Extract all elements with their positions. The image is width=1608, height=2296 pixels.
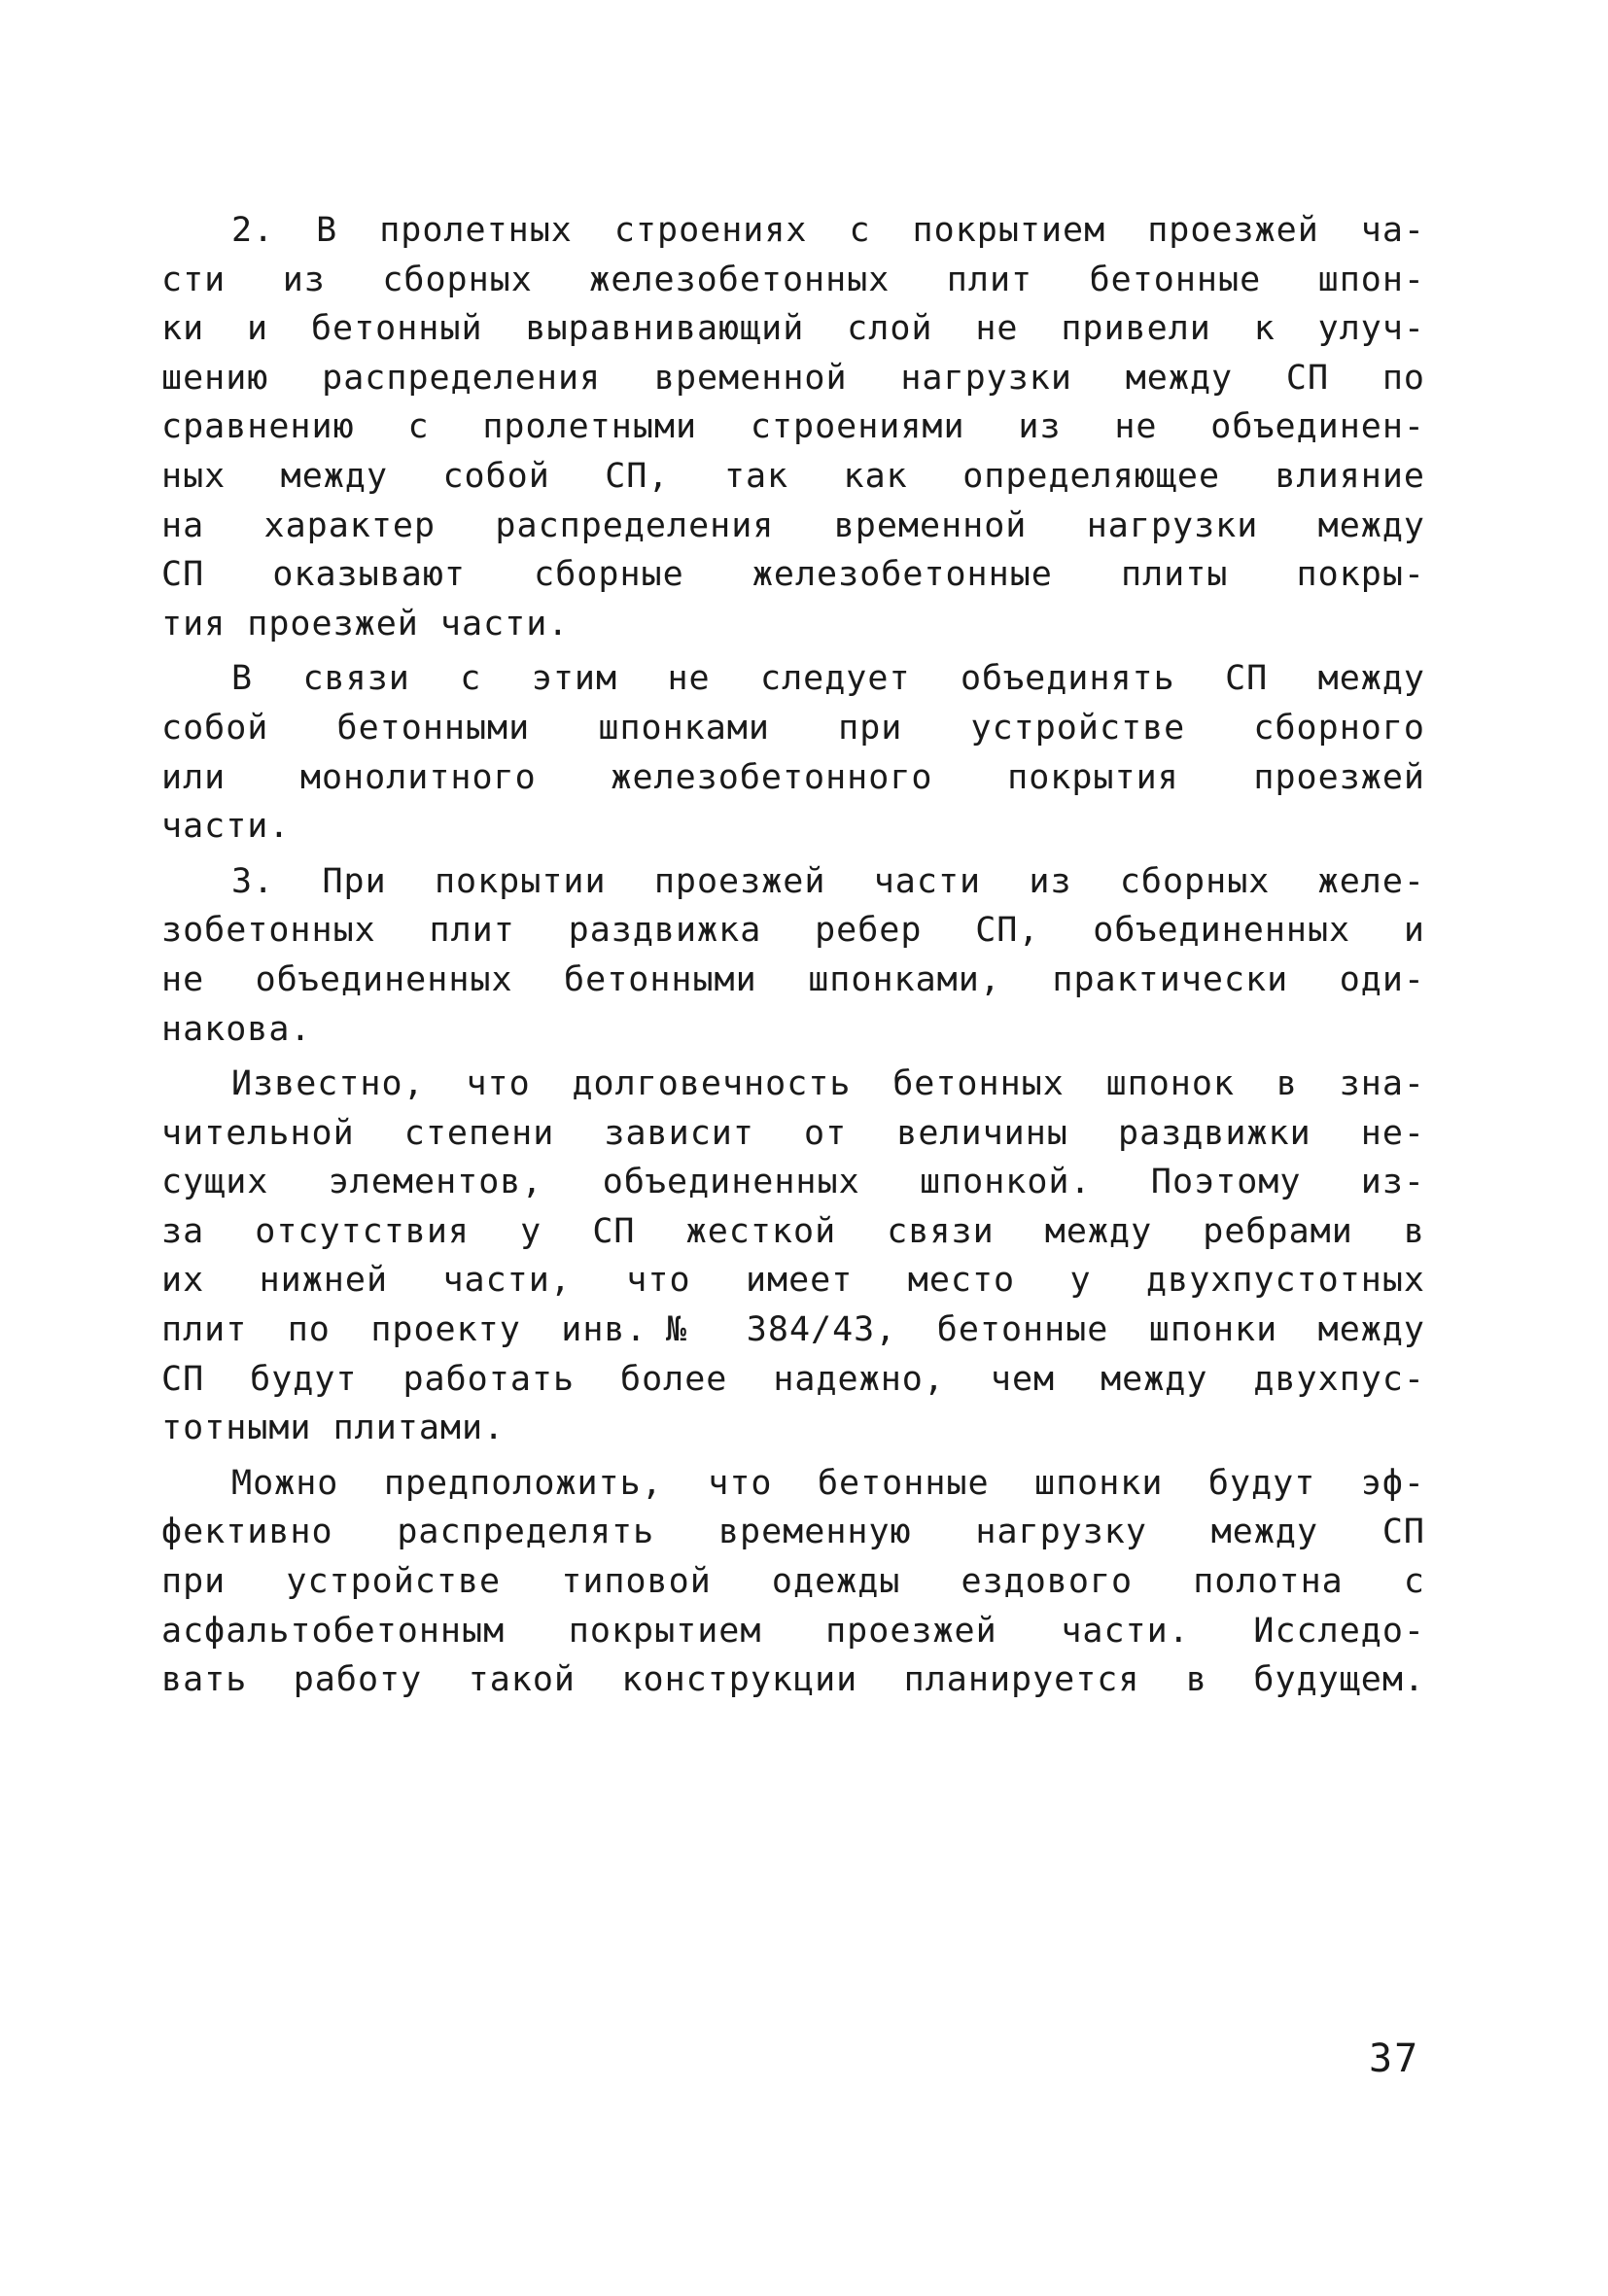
text-line: В связи с этим не следует объединять СП между: [231, 659, 1425, 699]
paragraph-5: [161, 1459, 1425, 1705]
text-line: сущих элементов, объединенных шпонкой. Поэтому из-: [161, 1163, 1425, 1202]
text-line: собой бетонными шпонками при устройстве сборного: [161, 708, 1425, 748]
text-line: их нижней части, что имеет место у двухпустотных: [161, 1261, 1425, 1301]
text-line: при устройстве типовой одежды ездового полотна с: [161, 1562, 1425, 1602]
text-line: не объединенных бетонными шпонками, практически оди-: [161, 959, 1425, 999]
text-line: накова.: [161, 1009, 312, 1049]
text-line: ных между собой СП, так как определяющее влияние: [161, 456, 1425, 496]
text-line: 2. В пролетных строениях с покрытием проезжей ча-: [231, 211, 1425, 250]
text-line: зобетонных плит раздвижка ребер СП, объединенных и: [161, 911, 1425, 951]
paragraph-4: [161, 1060, 1425, 1453]
text-line: 3. При покрытии проезжей части из сборных желе-: [231, 861, 1425, 901]
text-line: сти из сборных железобетонных плит бетонные шпон-: [161, 260, 1425, 299]
text-line: или монолитного железобетонного покрытия проезжей: [161, 757, 1425, 797]
text-line: асфальтобетонным покрытием проезжей части. Исследо-: [161, 1611, 1425, 1651]
text-line: Можно предположить, что бетонные шпонки будут эф-: [231, 1463, 1425, 1503]
text-line: СП будут работать более надежно, чем между двухпус-: [161, 1359, 1425, 1399]
paragraph-3: [161, 857, 1425, 1054]
paragraph-2: [161, 654, 1425, 851]
text-line: фективно распределять временную нагрузку между СП: [161, 1513, 1425, 1552]
text-line: ки и бетонный выравнивающий слой не привели к улуч-: [161, 309, 1425, 349]
text-line: тотными плитами.: [161, 1409, 506, 1448]
text-line: чительной степени зависит от величины раздвижки не-: [161, 1113, 1425, 1153]
text-line: тия проезжей части.: [161, 604, 570, 644]
text-line: плит по проекту инв.№ 384/43, бетонные шпонки между: [161, 1310, 1425, 1350]
text-line: сравнению с пролетными строениями из не объединен-: [161, 407, 1425, 447]
page-number: 37: [1369, 2036, 1420, 2081]
paragraph-1: [161, 206, 1425, 648]
text-line: за отсутствия у СП жесткой связи между ребрами в: [161, 1211, 1425, 1251]
text-line: части.: [161, 807, 291, 847]
text-line: на характер распределения временной нагрузки между: [161, 505, 1425, 545]
body-text: [161, 206, 1425, 1711]
text-line: вать работу такой конструкции планируется в будущем.: [161, 1660, 1425, 1700]
text-line: СП оказывают сборные железобетонные плиты покры-: [161, 555, 1425, 595]
text-line: шению распределения временной нагрузки между СП по: [161, 358, 1425, 398]
text-line: Известно, что долговечность бетонных шпонок в зна-: [231, 1064, 1425, 1104]
